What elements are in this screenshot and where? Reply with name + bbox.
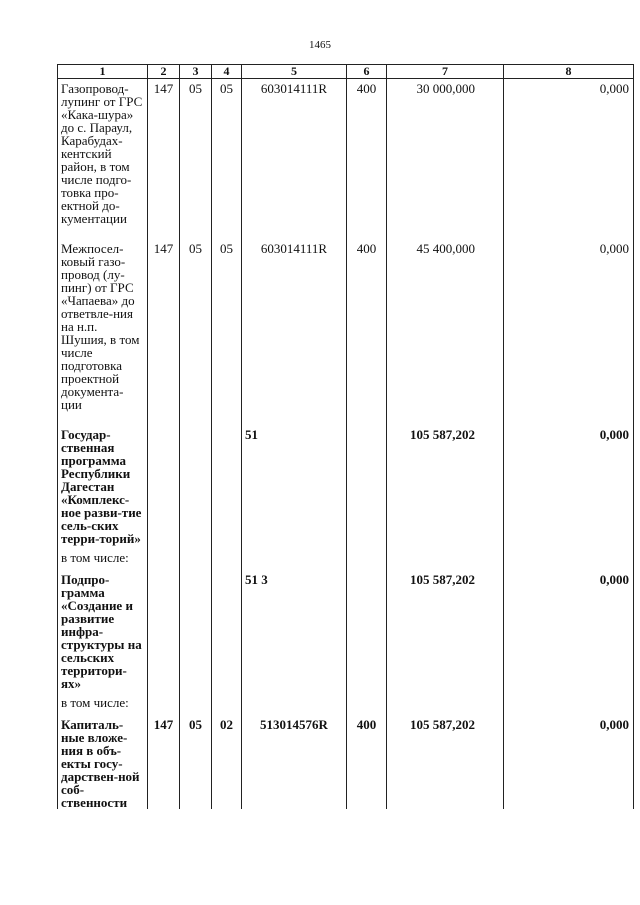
- row-label: в том числе:: [58, 690, 148, 715]
- row-amount-2: 0,000: [504, 570, 634, 690]
- row-amount: 45 400,000: [387, 239, 504, 425]
- header-cell-5: 5: [242, 65, 347, 79]
- header-row: [58, 65, 634, 79]
- row-name: Подпро-грамма «Создание и развитие инфра-структуры на сельских территори-ях»: [58, 570, 148, 690]
- budget-table: [57, 64, 634, 809]
- row-name: Государ-ственная программа Республики Дагестан «Комплекс-ное разви-тие сель-ских терри-торий»: [58, 425, 148, 545]
- row-section-code: 05: [180, 715, 212, 809]
- header-cell-7: 7: [387, 65, 504, 79]
- row-section-code: [180, 570, 212, 690]
- row-ministry-code: 147: [148, 239, 180, 425]
- row-name: Газопровод-лупинг от ГРС «Кака-шура» до с. Параул, Карабудах-кентский район, в том числе подго-товка про-ектной до-кументации: [58, 79, 148, 240]
- row-target-code: 603014111R: [242, 239, 347, 425]
- table-row: [58, 79, 634, 240]
- row-ministry-code: 147: [148, 715, 180, 809]
- row-amount-2: 0,000: [504, 79, 634, 240]
- row-label: в том числе:: [58, 545, 148, 570]
- row-amount-2: 0,000: [504, 239, 634, 425]
- row-name: Капиталь-ные вложе-ния в объ-екты госу-дарствен-ной соб-ственности: [58, 715, 148, 809]
- row-ministry-code: 147: [148, 79, 180, 240]
- row-section-code: 05: [180, 239, 212, 425]
- row-target-code: 51 3: [242, 570, 347, 690]
- row-section-code: 05: [180, 79, 212, 240]
- row-target-code: 513014576R: [242, 715, 347, 809]
- row-subsection-code: [212, 425, 242, 545]
- row-ministry-code: [148, 570, 180, 690]
- header-cell-6: 6: [347, 65, 387, 79]
- row-name: Межпосел-ковый газо-провод (лу-пинг) от ГРС «Чапаева» до ответвле-ния на н.п. Шушия, в том числе подготовка проектной документа-ции: [58, 239, 148, 425]
- row-amount: 105 587,202: [387, 425, 504, 545]
- table-row: [58, 239, 634, 425]
- row-amount: 30 000,000: [387, 79, 504, 240]
- header-cell-8: 8: [504, 65, 634, 79]
- table-row: [58, 715, 634, 809]
- row-expense-type: [347, 570, 387, 690]
- header-cell-1: 1: [58, 65, 148, 79]
- row-expense-type: 400: [347, 79, 387, 240]
- table-row: [58, 690, 634, 715]
- page-number: 1465: [309, 39, 331, 51]
- header-cell-4: 4: [212, 65, 242, 79]
- row-target-code: 603014111R: [242, 79, 347, 240]
- row-ministry-code: [148, 425, 180, 545]
- row-amount: 105 587,202: [387, 570, 504, 690]
- row-expense-type: [347, 425, 387, 545]
- header-cell-3: 3: [180, 65, 212, 79]
- table-row: [58, 545, 634, 570]
- row-target-code: 51: [242, 425, 347, 545]
- table-row: [58, 425, 634, 545]
- row-expense-type: 400: [347, 239, 387, 425]
- row-amount-2: 0,000: [504, 715, 634, 809]
- row-subsection-code: [212, 570, 242, 690]
- row-expense-type: 400: [347, 715, 387, 809]
- row-amount: 105 587,202: [387, 715, 504, 809]
- row-section-code: [180, 425, 212, 545]
- row-subsection-code: 05: [212, 79, 242, 240]
- row-subsection-code: 02: [212, 715, 242, 809]
- header-cell-2: 2: [148, 65, 180, 79]
- row-amount-2: 0,000: [504, 425, 634, 545]
- table-row: [58, 570, 634, 690]
- row-subsection-code: 05: [212, 239, 242, 425]
